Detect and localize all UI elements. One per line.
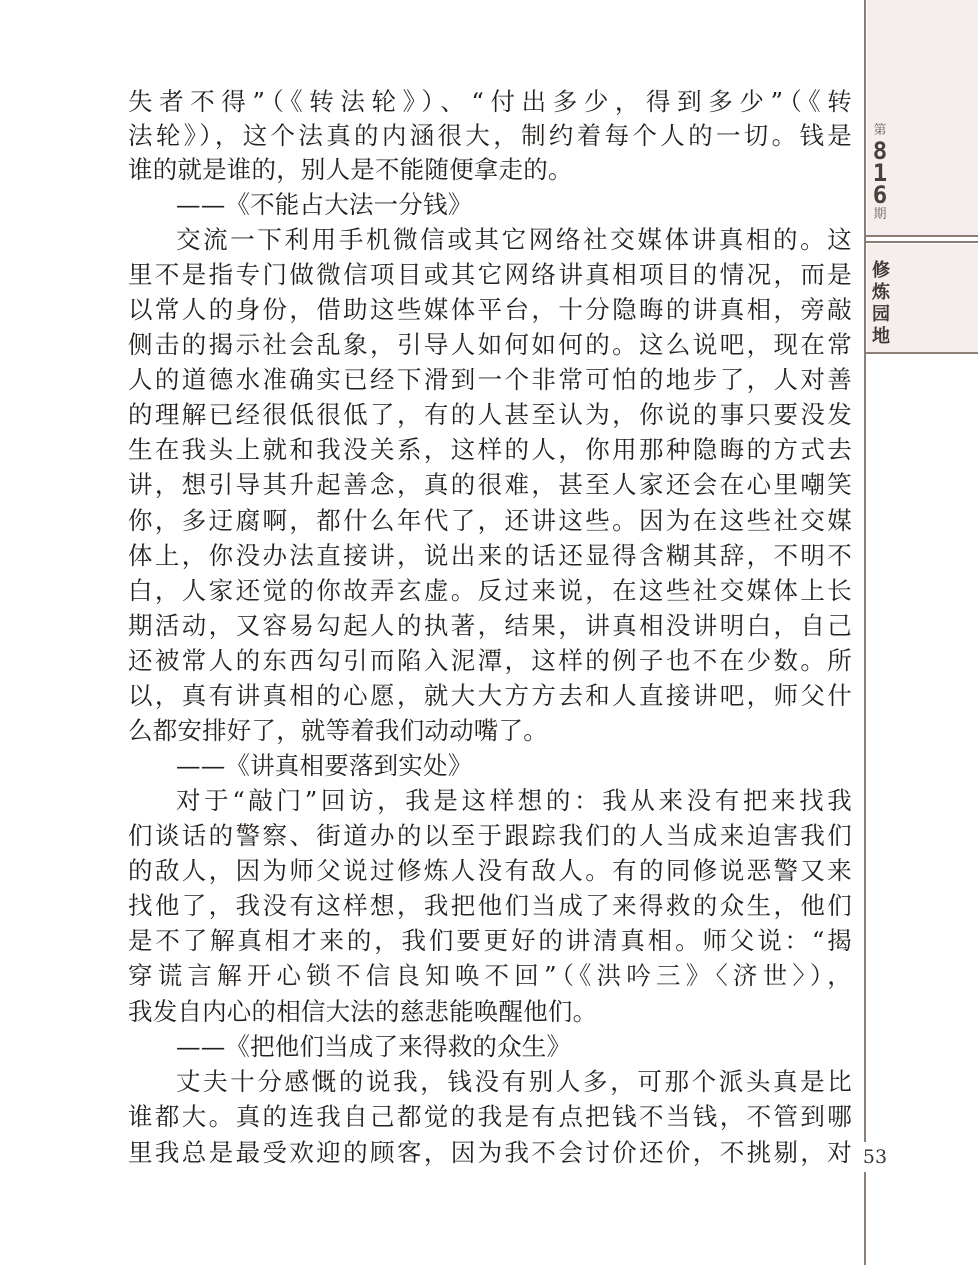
text-line: 是不了解真相才来的，我们要更好的讲清真相。师父说：“揭 <box>128 926 852 955</box>
text-line: 你，多迂腐啊，都什么年代了，还讲这些。因为在这些社交媒 <box>128 506 852 535</box>
text-line: 人的道德水准确实已经下滑到一个非常可怕的地步了，人对善 <box>128 365 852 394</box>
issue-digit: 1 <box>872 159 888 187</box>
issue-prefix: 第 <box>873 123 887 138</box>
text-line: 们谈话的警察、街道办的以至于跟踪我们的人当成来迫害我们 <box>128 821 852 850</box>
page-number: 53 <box>858 1142 892 1172</box>
issue-digit: 6 <box>872 181 888 209</box>
text-line: 还被常人的东西勾引而陷入泥潭，这样的例子也不在少数。所 <box>128 646 852 675</box>
text-line: 法轮》），这个法真的内涵很大，制约着每个人的一切。钱是 <box>128 121 852 150</box>
text-line: 生在我头上就和我没关系，这样的人，你用那种隐晦的方式去 <box>128 435 852 464</box>
text-line: 的理解已经很低很低了，有的人甚至认为，你说的事只要没发 <box>128 400 852 429</box>
quote-source: ——《把他们当成了来得救的众生》 <box>176 1032 572 1061</box>
paragraph-first-line: 对于“敲门”回访，我是这样想的：我从来没有把来找我 <box>176 786 852 815</box>
text-line: 失者不得”（《转法轮》）、“付出多少，得到多少”（《转 <box>128 87 852 116</box>
text-line: 期活动，又容易勾起人的执著，结果，讲真相没讲明白，自己 <box>128 611 852 640</box>
text-line: 穿谎言解开心锁不信良知唤不回”（《洪吟三》〈济世〉）， <box>128 961 852 990</box>
section-title-char: 修 <box>872 260 890 281</box>
issue-suffix: 期 <box>873 207 887 222</box>
issue-digit: 8 <box>872 137 888 165</box>
text-line: 的敌人，因为师父说过修炼人没有敌人。有的同修说恶警又来 <box>128 856 852 885</box>
section-title-char: 园 <box>872 304 890 325</box>
text-line: 我发自内心的相信大法的慈悲能唤醒他们。 <box>128 997 598 1026</box>
section-title-char: 炼 <box>872 282 890 303</box>
text-line: 白，人家还觉的你故弄玄虚。反过来说，在这些社交媒体上长 <box>128 576 852 605</box>
text-line: 以，真有讲真相的心愿，就大大方方去和人直接讲吧，师父什 <box>128 681 852 710</box>
text-line: 体上，你没办法直接讲，说出来的话还显得含糊其辞，不明不 <box>128 541 852 570</box>
text-line: 谁的就是谁的，别人是不能随便拿走的。 <box>128 155 573 184</box>
text-line: 里我总是最受欢迎的顾客，因为我不会讨价还价，不挑剔，对 <box>128 1138 852 1167</box>
text-line: 以常人的身份，借助这些媒体平台，十分隐晦的讲真相，旁敲 <box>128 295 852 324</box>
quote-source: ——《不能占大法一分钱》 <box>176 190 473 219</box>
quote-source: ——《讲真相要落到实处》 <box>176 751 473 780</box>
text-line: 讲，想引导其升起善念，真的很难，甚至人家还会在心里嘲笑 <box>128 470 852 499</box>
text-line: 谁都大。真的连我自己都觉的我是有点把钱不当钱，不管到哪 <box>128 1102 852 1131</box>
paragraph-first-line: 交流一下利用手机微信或其它网络社交媒体讲真相的。这 <box>176 225 852 254</box>
text-line: 么都安排好了，就等着我们动动嘴了。 <box>128 716 548 745</box>
text-line: 里不是指专门做微信项目或其它网络讲真相项目的情况，而是 <box>128 260 852 289</box>
paragraph-first-line: 丈夫十分感慨的说我，钱没有别人多，可那个派头真是比 <box>176 1067 852 1096</box>
section-title-char: 地 <box>872 326 890 347</box>
text-line: 侧击的揭示社会乱象，引导人如何如何的。这么说吧，现在常 <box>128 330 852 359</box>
text-line: 找他了，我没有这样想，我把他们当成了来得救的众生，他们 <box>128 891 852 920</box>
